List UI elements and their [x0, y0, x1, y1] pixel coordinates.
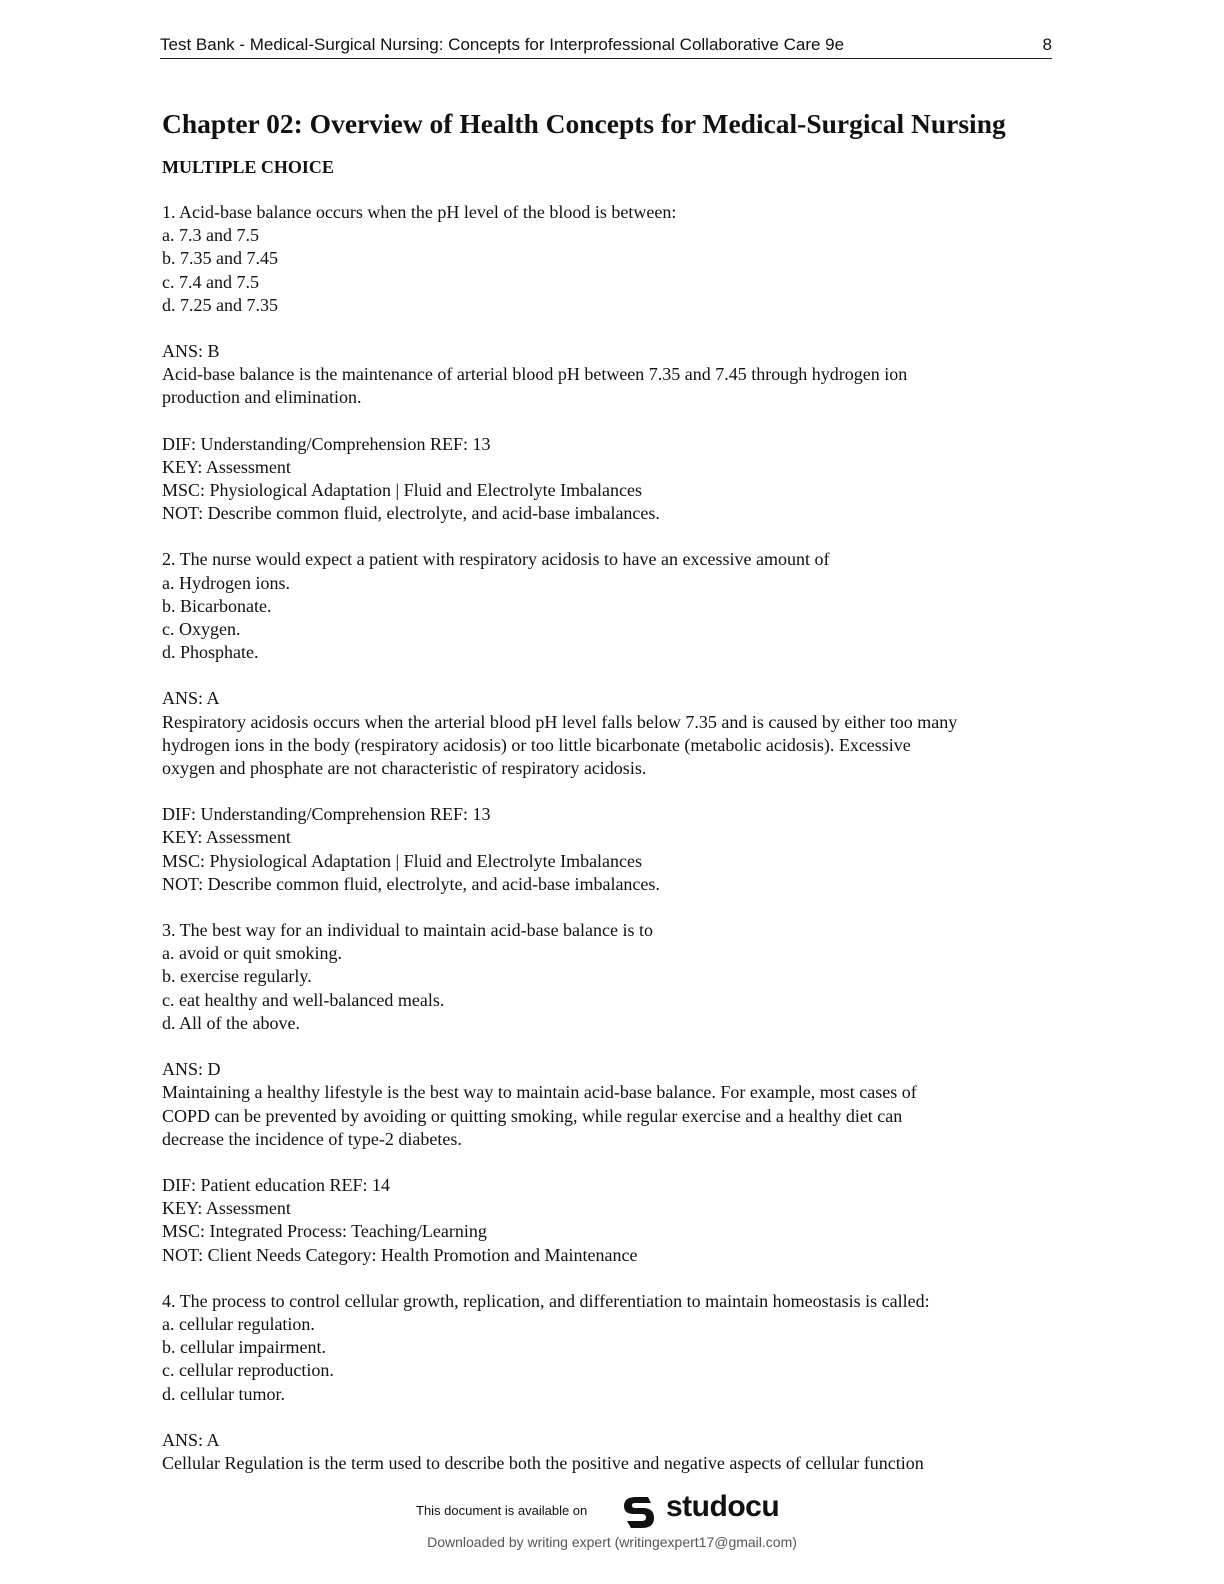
- rationale-line: oxygen and phosphate are not characteristic of respiratory acidosis.: [162, 758, 647, 779]
- page-number: 8: [1042, 35, 1052, 54]
- metadata-line: DIF: Patient education REF: 14: [162, 1174, 390, 1195]
- answer-option: d. cellular tumor.: [162, 1383, 285, 1404]
- question-block: [162, 548, 1052, 664]
- page-content: [162, 106, 1052, 1498]
- studocu-banner[interactable]: [416, 1484, 816, 1532]
- answer-block: [162, 687, 1052, 780]
- question-stem: 3. The best way for an individual to maintain acid-base balance is to: [162, 920, 654, 941]
- studocu-logo-icon: [618, 1490, 660, 1532]
- rationale-line: Maintaining a healthy lifestyle is the best way to maintain acid-base balance. For example, most cases of: [162, 1082, 917, 1103]
- question-item: [162, 548, 1052, 896]
- answer-option: b. exercise regularly.: [162, 966, 312, 987]
- metadata-line: DIF: Understanding/Comprehension REF: 13: [162, 433, 491, 454]
- metadata-line: NOT: Client Needs Category: Health Promotion and Maintenance: [162, 1244, 638, 1265]
- metadata-block: [162, 433, 1052, 526]
- metadata-line: NOT: Describe common fluid, electrolyte, and acid-base imbalances.: [162, 503, 660, 524]
- answer-option: b. Bicarbonate.: [162, 595, 272, 616]
- answer-block: [162, 1429, 1052, 1475]
- answer-option: b. cellular impairment.: [162, 1337, 326, 1358]
- answer-option: c. Oxygen.: [162, 619, 241, 640]
- question-list: [162, 201, 1052, 1475]
- answer-key: ANS: A: [162, 688, 220, 709]
- metadata-line: KEY: Assessment: [162, 827, 291, 848]
- question-block: [162, 1290, 1052, 1406]
- metadata-line: DIF: Understanding/Comprehension REF: 13: [162, 804, 491, 825]
- page-header: [160, 34, 1052, 59]
- answer-option: a. 7.3 and 7.5: [162, 225, 259, 246]
- metadata-line: NOT: Describe common fluid, electrolyte, and acid-base imbalances.: [162, 873, 660, 894]
- answer-key: ANS: A: [162, 1429, 220, 1450]
- answer-block: [162, 1058, 1052, 1151]
- rationale-line: production and elimination.: [162, 387, 362, 408]
- metadata-line: KEY: Assessment: [162, 1198, 291, 1219]
- chapter-title: Chapter 02: Overview of Health Concepts for Medical-Surgical Nursing: [162, 108, 1006, 139]
- rationale-line: decrease the incidence of type-2 diabetes.: [162, 1128, 462, 1149]
- question-stem: 2. The nurse would expect a patient with respiratory acidosis to have an excessive amount of: [162, 549, 830, 570]
- metadata-block: [162, 803, 1052, 896]
- metadata-line: MSC: Physiological Adaptation | Fluid and Electrolyte Imbalances: [162, 480, 643, 501]
- metadata-line: KEY: Assessment: [162, 456, 291, 477]
- rationale-line: COPD can be prevented by avoiding or quitting smoking, while regular exercise and a healthy diet can: [162, 1105, 903, 1126]
- studocu-logo-text: studocu: [666, 1490, 780, 1523]
- document-title: Test Bank - Medical-Surgical Nursing: Concepts for Interprofessional Collaborative Care 9e: [160, 35, 845, 54]
- rationale-line: hydrogen ions in the body (respiratory acidosis) or too little bicarbonate (metabolic acidosis). Excessive: [162, 734, 911, 755]
- answer-option: d. Phosphate.: [162, 642, 259, 663]
- question-item: [162, 919, 1052, 1267]
- answer-option: c. eat healthy and well-balanced meals.: [162, 989, 445, 1010]
- question-block: [162, 201, 1052, 317]
- section-title: MULTIPLE CHOICE: [162, 157, 334, 177]
- answer-block: [162, 340, 1052, 410]
- answer-option: c. cellular reproduction.: [162, 1360, 334, 1381]
- metadata-block: [162, 1174, 1052, 1267]
- question-stem: 1. Acid-base balance occurs when the pH level of the blood is between:: [162, 202, 677, 222]
- available-text: This document is available on: [416, 1503, 588, 1518]
- question-item: [162, 1290, 1052, 1475]
- answer-option: a. avoid or quit smoking.: [162, 943, 342, 964]
- answer-option: d. All of the above.: [162, 1012, 300, 1033]
- answer-option: a. cellular regulation.: [162, 1313, 315, 1334]
- answer-option: a. Hydrogen ions.: [162, 572, 290, 593]
- answer-option: b. 7.35 and 7.45: [162, 248, 278, 269]
- rationale-line: Cellular Regulation is the term used to describe both the positive and negative aspects of cellular function: [162, 1452, 924, 1473]
- metadata-line: MSC: Integrated Process: Teaching/Learning: [162, 1221, 487, 1242]
- answer-key: ANS: D: [162, 1059, 221, 1080]
- metadata-line: MSC: Physiological Adaptation | Fluid and Electrolyte Imbalances: [162, 850, 643, 871]
- answer-option: c. 7.4 and 7.5: [162, 271, 259, 292]
- rationale-line: Respiratory acidosis occurs when the arterial blood pH level falls below 7.35 and is caused by either too many: [162, 711, 958, 732]
- rationale-line: Acid-base balance is the maintenance of arterial blood pH between 7.35 and 7.45 through hydrogen ion: [162, 364, 908, 385]
- question-block: [162, 919, 1052, 1035]
- answer-option: d. 7.25 and 7.35: [162, 294, 278, 315]
- question-stem: 4. The process to control cellular growth, replication, and differentiation to maintain homeostasis is called:: [162, 1290, 930, 1311]
- downloaded-by-note: Downloaded by writing expert (writingexpert17@gmail.com): [427, 1534, 797, 1550]
- answer-key: ANS: B: [162, 341, 220, 362]
- question-item: [162, 201, 1052, 525]
